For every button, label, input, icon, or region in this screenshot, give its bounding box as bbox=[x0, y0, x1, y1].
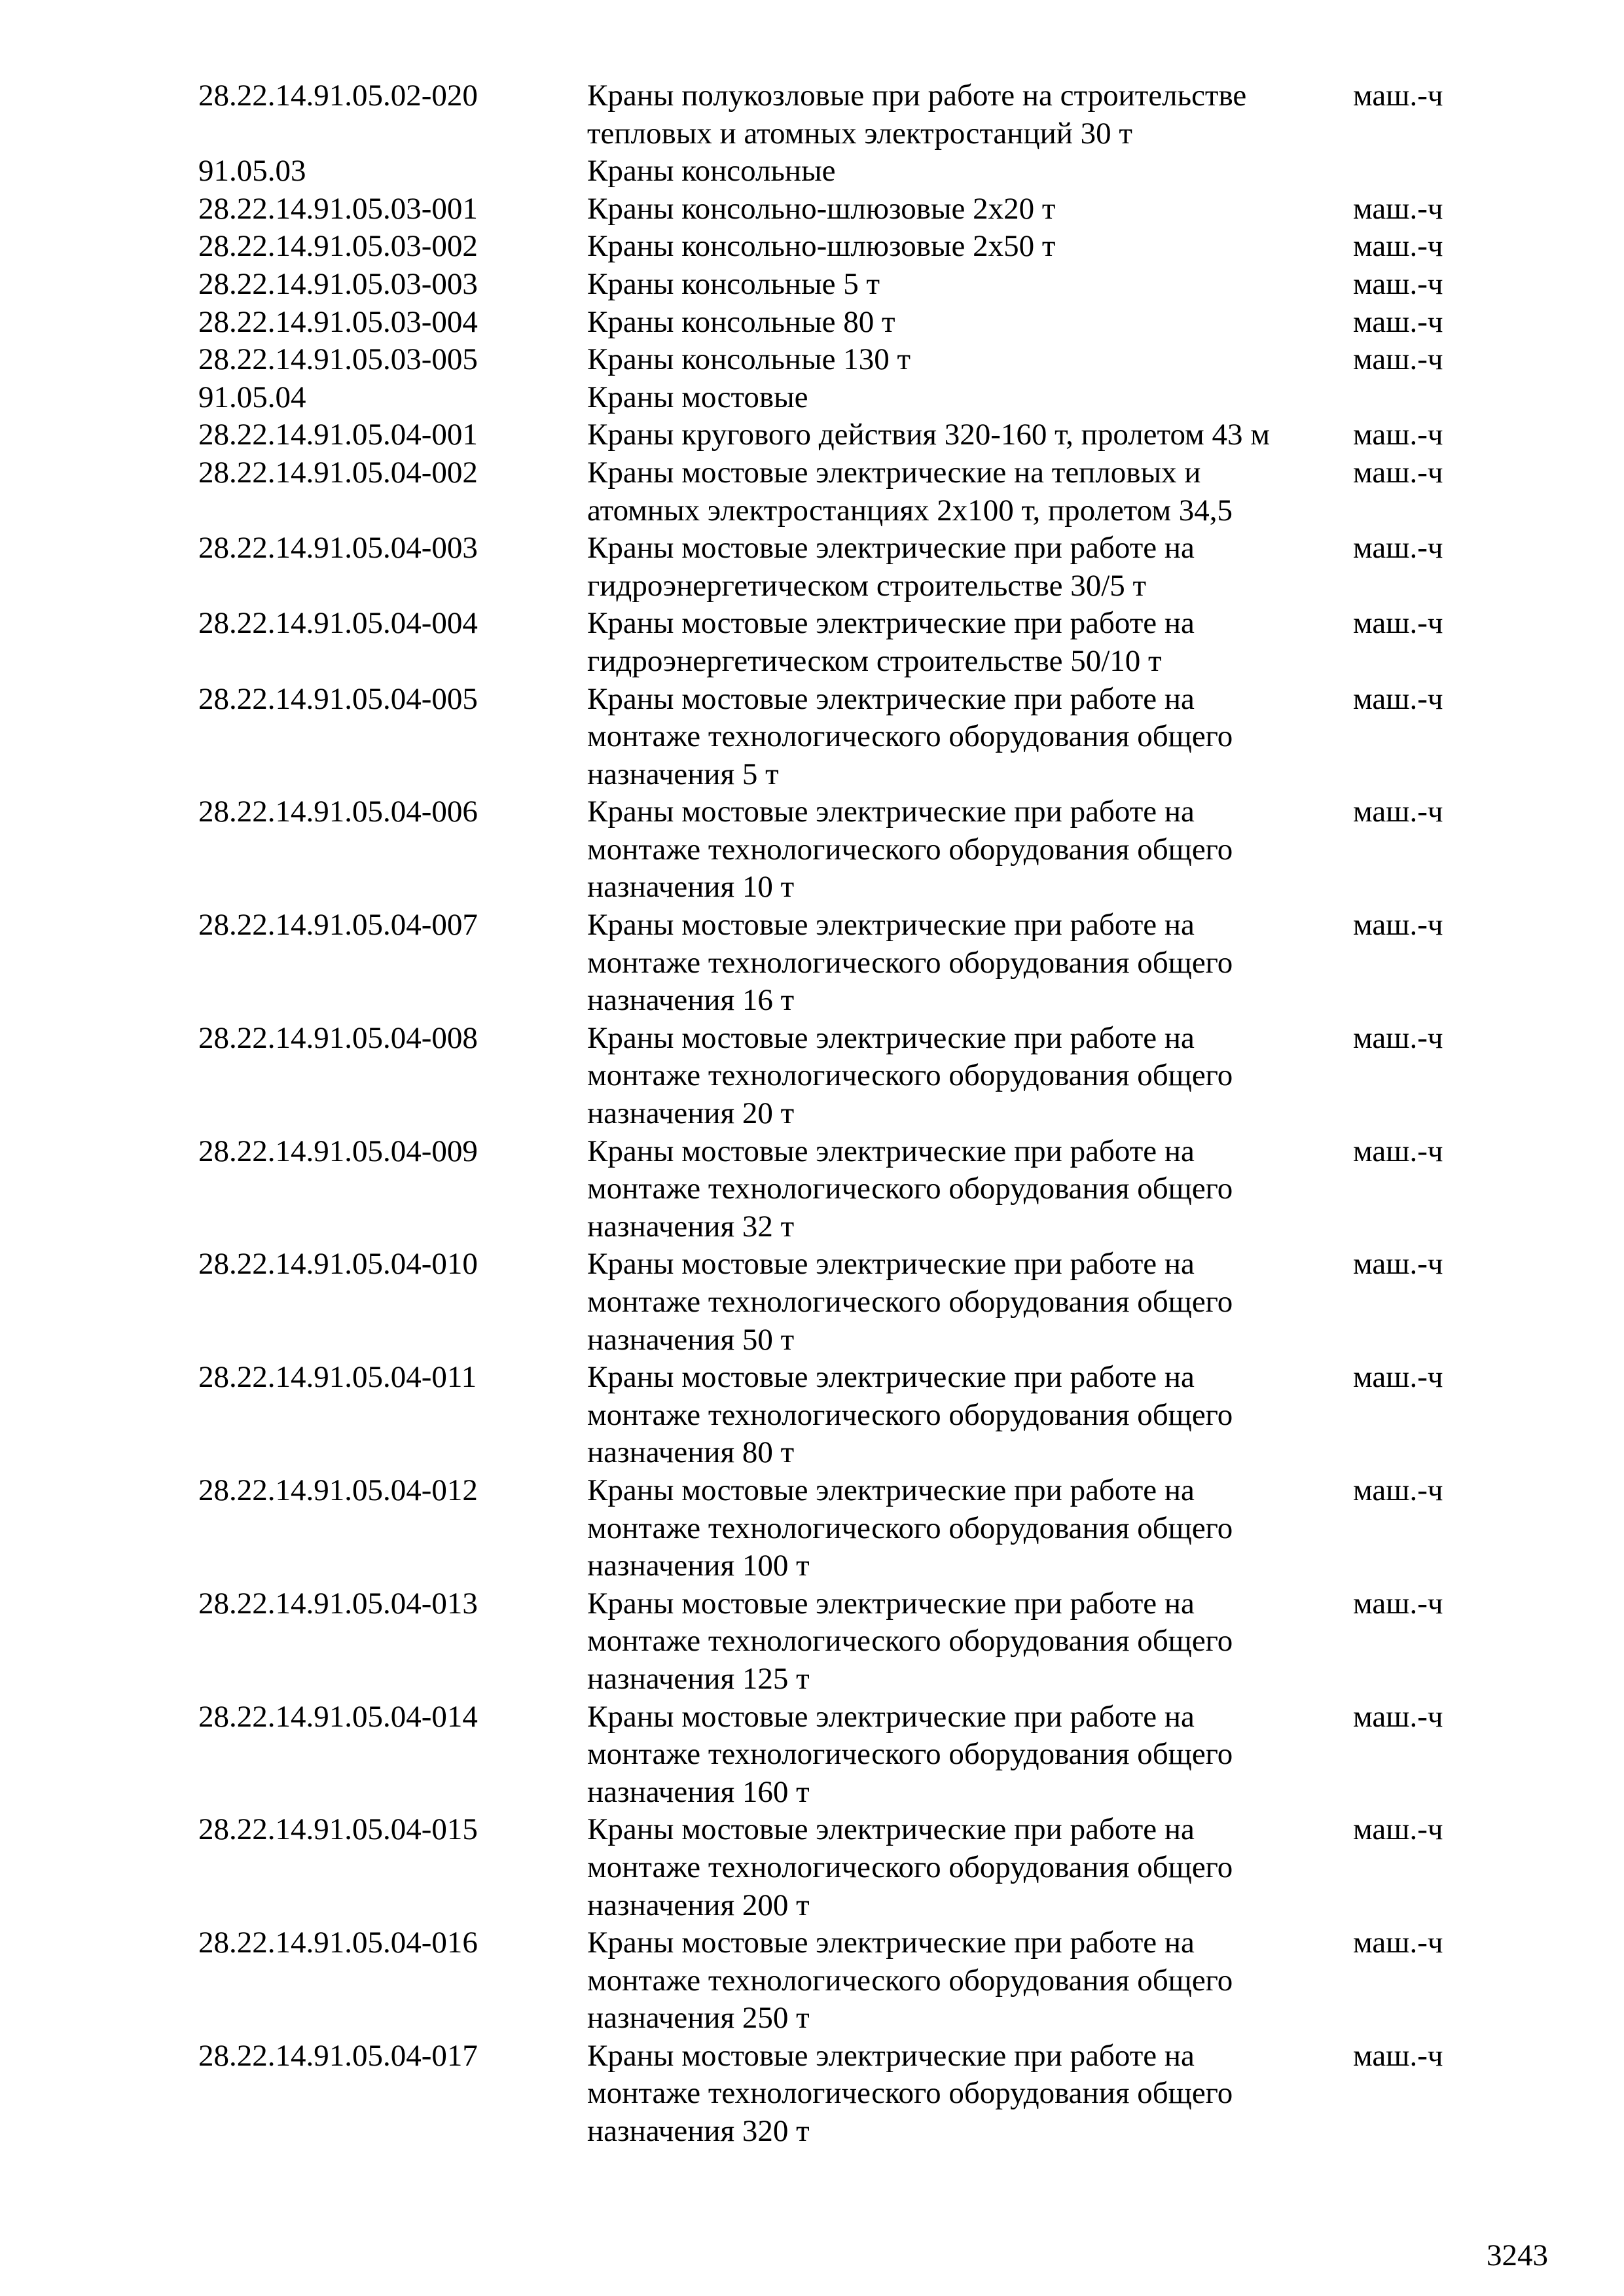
resource-name bbox=[587, 1020, 1353, 1133]
resource-name-line: Краны полукозловые при работе на строительстве bbox=[587, 79, 1247, 113]
resource-name-line: Краны кругового действия 320-160 т, пролетом 43 м bbox=[587, 418, 1271, 452]
resource-name bbox=[587, 1133, 1353, 1246]
table-row bbox=[198, 190, 1481, 228]
resource-name-line: Краны мостовые электрические при работе на bbox=[587, 1360, 1195, 1395]
resource-code: 28.22.14.91.05.04-013 bbox=[198, 1586, 478, 1621]
unit-of-measure: маш.-ч bbox=[1353, 1247, 1443, 1282]
table-row bbox=[198, 1585, 1481, 1698]
table-row bbox=[198, 906, 1481, 1020]
resource-name-line: Краны мостовые электрические при работе на bbox=[587, 1812, 1195, 1847]
unit-of-measure: маш.-ч bbox=[1353, 1812, 1443, 1847]
resource-name-line: гидроэнергетическом строительстве 50/10 т bbox=[587, 643, 1162, 678]
resource-name-line: Краны мостовые электрические при работе на bbox=[587, 1247, 1195, 1282]
unit-of-measure: маш.-ч bbox=[1353, 304, 1443, 339]
resource-code: 28.22.14.91.05.04-016 bbox=[198, 1926, 478, 1960]
resource-name bbox=[587, 416, 1353, 454]
resource-name bbox=[587, 190, 1353, 228]
resource-name-line: назначения 32 т bbox=[587, 1209, 795, 1244]
unit-of-measure: маш.-ч bbox=[1353, 2038, 1443, 2073]
resource-name-line: монтаже технологического оборудования общего bbox=[587, 2076, 1233, 2111]
resource-code: 28.22.14.91.05.04-007 bbox=[198, 908, 478, 942]
resource-name bbox=[587, 341, 1353, 379]
resource-code: 28.22.14.91.05.04-011 bbox=[198, 1360, 477, 1395]
resource-code: 91.05.03 bbox=[198, 154, 306, 188]
unit-of-measure: маш.-ч bbox=[1353, 1360, 1443, 1395]
resource-code: 28.22.14.91.05.04-003 bbox=[198, 531, 478, 565]
resource-name bbox=[587, 605, 1353, 680]
unit-of-measure: маш.-ч bbox=[1353, 1699, 1443, 1734]
unit-of-measure: маш.-ч bbox=[1353, 1134, 1443, 1168]
table-row bbox=[198, 1811, 1481, 1924]
resource-name bbox=[587, 1811, 1353, 1924]
resource-name-line: Краны консольно-шлюзовые 2х50 т bbox=[587, 229, 1056, 264]
unit-of-measure: маш.-ч bbox=[1353, 229, 1443, 264]
resource-code: 28.22.14.91.05.03-005 bbox=[198, 342, 478, 377]
unit-of-measure: маш.-ч bbox=[1353, 1020, 1443, 1055]
resource-name-line: монтаже технологического оборудования общего bbox=[587, 1737, 1233, 1772]
table-row bbox=[198, 1246, 1481, 1359]
unit-of-measure: маш.-ч bbox=[1353, 908, 1443, 942]
resource-code: 28.22.14.91.05.04-008 bbox=[198, 1020, 478, 1055]
unit-of-measure: маш.-ч bbox=[1353, 266, 1443, 301]
unit-of-measure: маш.-ч bbox=[1353, 191, 1443, 226]
resource-name-line: монтаже технологического оборудования общего bbox=[587, 1850, 1233, 1884]
resource-code: 28.22.14.91.05.04-006 bbox=[198, 795, 478, 829]
resource-name-line: назначения 100 т bbox=[587, 1549, 810, 1583]
resource-name-line: Краны консольные 5 т bbox=[587, 266, 880, 301]
table-row bbox=[198, 529, 1481, 605]
table-row bbox=[198, 454, 1481, 529]
resource-name bbox=[587, 379, 1353, 417]
table-row bbox=[198, 152, 1481, 190]
resource-code: 28.22.14.91.05.03-001 bbox=[198, 191, 478, 226]
resource-name-line: монтаже технологического оборудования общего bbox=[587, 1511, 1233, 1545]
resource-name-line: Краны мостовые электрические при работе на bbox=[587, 2038, 1195, 2073]
table-row bbox=[198, 1698, 1481, 1812]
unit-of-measure: маш.-ч bbox=[1353, 418, 1443, 452]
resource-name-line: Краны мостовые электрические при работе на bbox=[587, 795, 1195, 829]
resource-code: 28.22.14.91.05.04-004 bbox=[198, 606, 478, 641]
resource-name bbox=[587, 906, 1353, 1020]
resource-name-line: монтаже технологического оборудования общего bbox=[587, 832, 1233, 867]
resource-name-line: тепловых и атомных электростанций 30 т bbox=[587, 116, 1132, 151]
table-row bbox=[198, 379, 1481, 417]
resource-code: 28.22.14.91.05.03-002 bbox=[198, 229, 478, 264]
resource-name-line: монтаже технологического оборудования общего bbox=[587, 1172, 1233, 1206]
resource-name-line: монтаже технологического оборудования общего bbox=[587, 1058, 1233, 1093]
resource-name-line: Краны консольно-шлюзовые 2х20 т bbox=[587, 191, 1056, 226]
resource-code: 91.05.04 bbox=[198, 380, 306, 414]
resource-name bbox=[587, 152, 1353, 190]
resource-name-line: Краны консольные 80 т bbox=[587, 304, 895, 339]
resource-name bbox=[587, 1359, 1353, 1472]
unit-of-measure: маш.-ч bbox=[1353, 1473, 1443, 1507]
table-row bbox=[198, 2037, 1481, 2151]
resource-name-line: Краны мостовые электрические при работе на bbox=[587, 531, 1195, 565]
resource-name bbox=[587, 1924, 1353, 2037]
resource-name-line: назначения 16 т bbox=[587, 983, 795, 1018]
table-row bbox=[198, 77, 1481, 152]
table-row bbox=[198, 416, 1481, 454]
resource-name-line: Краны мостовые электрические на тепловых и bbox=[587, 455, 1201, 490]
resource-name-line: монтаже технологического оборудования общего bbox=[587, 945, 1233, 980]
unit-of-measure: маш.-ч bbox=[1353, 1586, 1443, 1621]
resource-code: 28.22.14.91.05.04-010 bbox=[198, 1247, 478, 1282]
resource-name bbox=[587, 2037, 1353, 2151]
resource-name bbox=[587, 266, 1353, 304]
table-row bbox=[198, 793, 1481, 906]
table-row bbox=[198, 228, 1481, 266]
unit-of-measure: маш.-ч bbox=[1353, 606, 1443, 641]
table-row bbox=[198, 1133, 1481, 1246]
table-row bbox=[198, 341, 1481, 379]
resource-name-line: Краны мостовые электрические при работе на bbox=[587, 606, 1195, 641]
page-number: 3243 bbox=[1487, 2238, 1548, 2272]
resource-name-line: монтаже технологического оборудования общего bbox=[587, 1624, 1233, 1659]
resource-name-line: Краны мостовые электрические при работе на bbox=[587, 1699, 1195, 1734]
resource-name bbox=[587, 1246, 1353, 1359]
resource-name bbox=[587, 1585, 1353, 1698]
resource-name-line: назначения 20 т bbox=[587, 1096, 795, 1131]
unit-of-measure: маш.-ч bbox=[1353, 1926, 1443, 1960]
resource-name-line: монтаже технологического оборудования общего bbox=[587, 1397, 1233, 1432]
resource-table bbox=[198, 77, 1481, 2151]
resource-name-line: Краны мостовые электрические при работе на bbox=[587, 908, 1195, 942]
resource-code: 28.22.14.91.05.02-020 bbox=[198, 79, 478, 113]
table-row bbox=[198, 1924, 1481, 2037]
resource-name bbox=[587, 304, 1353, 342]
resource-name bbox=[587, 228, 1353, 266]
table-row bbox=[198, 1472, 1481, 1585]
resource-name-line: назначения 80 т bbox=[587, 1435, 795, 1470]
unit-of-measure: маш.-ч bbox=[1353, 79, 1443, 113]
resource-code: 28.22.14.91.05.04-015 bbox=[198, 1812, 478, 1847]
resource-code: 28.22.14.91.05.04-009 bbox=[198, 1134, 478, 1168]
resource-code: 28.22.14.91.05.04-001 bbox=[198, 418, 478, 452]
resource-name-line: монтаже технологического оборудования общего bbox=[587, 1963, 1233, 1998]
resource-name-line: назначения 320 т bbox=[587, 2114, 810, 2149]
resource-name-line: назначения 5 т bbox=[587, 757, 779, 791]
unit-of-measure: маш.-ч bbox=[1353, 342, 1443, 377]
resource-code: 28.22.14.91.05.04-005 bbox=[198, 681, 478, 716]
table-row bbox=[198, 1020, 1481, 1133]
resource-name-line: Краны мостовые электрические при работе на bbox=[587, 1134, 1195, 1168]
table-row bbox=[198, 605, 1481, 680]
resource-name-line: назначения 200 т bbox=[587, 1888, 810, 1922]
resource-name bbox=[587, 1472, 1353, 1585]
resource-code: 28.22.14.91.05.04-012 bbox=[198, 1473, 478, 1507]
resource-code: 28.22.14.91.05.04-002 bbox=[198, 455, 478, 490]
resource-name-line: назначения 125 т bbox=[587, 1661, 810, 1696]
resource-name-line: Краны консольные bbox=[587, 154, 836, 188]
unit-of-measure: маш.-ч bbox=[1353, 531, 1443, 565]
table-row bbox=[198, 681, 1481, 794]
resource-name bbox=[587, 793, 1353, 906]
resource-name-line: Краны мостовые электрические при работе на bbox=[587, 1586, 1195, 1621]
unit-of-measure: маш.-ч bbox=[1353, 455, 1443, 490]
resource-name bbox=[587, 77, 1353, 152]
unit-of-measure: маш.-ч bbox=[1353, 795, 1443, 829]
resource-name-line: назначения 160 т bbox=[587, 1774, 810, 1809]
resource-name-line: Краны мостовые электрические при работе на bbox=[587, 1926, 1195, 1960]
resource-name-line: назначения 250 т bbox=[587, 2001, 810, 2036]
table-row bbox=[198, 304, 1481, 342]
resource-code: 28.22.14.91.05.03-003 bbox=[198, 266, 478, 301]
resource-name bbox=[587, 681, 1353, 794]
resource-name bbox=[587, 454, 1353, 529]
resource-name-line: монтаже технологического оборудования общего bbox=[587, 1285, 1233, 1319]
resource-name bbox=[587, 529, 1353, 605]
unit-of-measure: маш.-ч bbox=[1353, 681, 1443, 716]
resource-name-line: назначения 50 т bbox=[587, 1322, 795, 1357]
resource-name-line: Краны консольные 130 т bbox=[587, 342, 911, 377]
table-row bbox=[198, 266, 1481, 304]
resource-name bbox=[587, 1698, 1353, 1812]
resource-name-line: гидроэнергетическом строительстве 30/5 т bbox=[587, 568, 1147, 603]
resource-name-line: назначения 10 т bbox=[587, 870, 795, 905]
resource-name-line: Краны мостовые электрические при работе на bbox=[587, 1020, 1195, 1055]
resource-code: 28.22.14.91.05.04-014 bbox=[198, 1699, 478, 1734]
resource-name-line: Краны мостовые электрические при работе на bbox=[587, 681, 1195, 716]
resource-name-line: монтаже технологического оборудования общего bbox=[587, 719, 1233, 754]
table-row bbox=[198, 1359, 1481, 1472]
resource-code: 28.22.14.91.05.03-004 bbox=[198, 304, 478, 339]
resource-name-line: Краны мостовые bbox=[587, 380, 808, 414]
resource-name-line: атомных электростанциях 2х100 т, пролетом 34,5 bbox=[587, 493, 1233, 528]
resource-name-line: Краны мостовые электрические при работе на bbox=[587, 1473, 1195, 1507]
resource-code: 28.22.14.91.05.04-017 bbox=[198, 2038, 478, 2073]
